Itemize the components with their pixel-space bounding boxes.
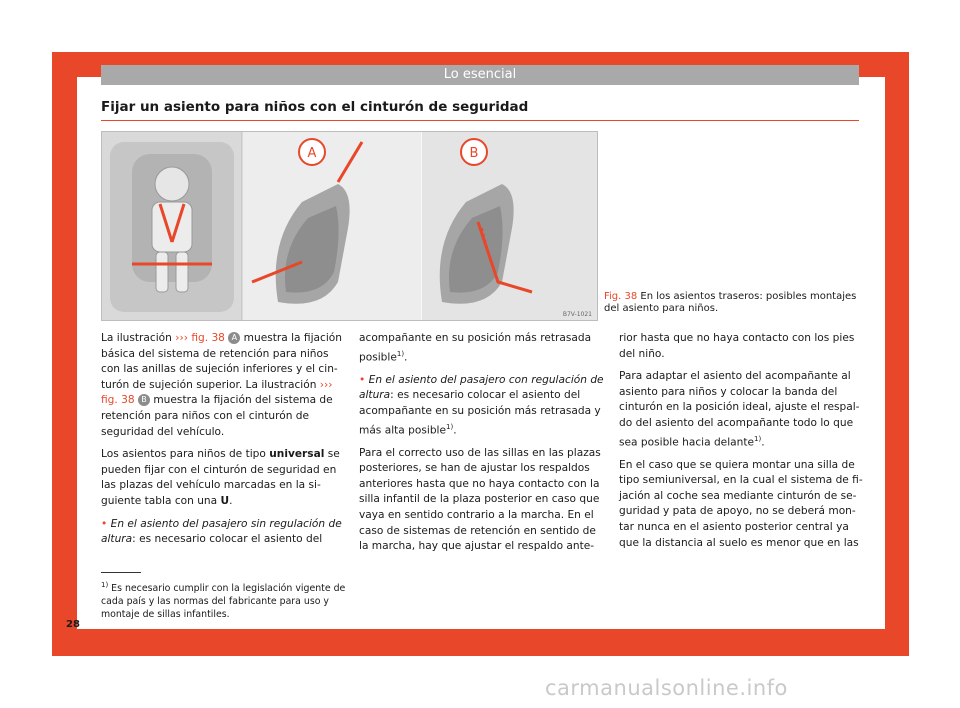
page-number: 28	[66, 619, 80, 630]
footnote-mark: 1)	[446, 422, 454, 431]
figure-label-b: B	[469, 146, 479, 161]
text-run: .	[761, 436, 765, 449]
text-run: .	[453, 424, 457, 437]
child-leg-left	[156, 252, 168, 292]
title-divider	[101, 120, 859, 121]
footnote-text: Es necesario cumplir con la legislación vigente de cada país y las normas del fabricante para uso y montaje de sillas infantiles.	[101, 583, 346, 621]
watermark: carmanualsonline.info	[545, 676, 788, 700]
marker-b: B	[138, 394, 150, 406]
footnote-mark: 1)	[101, 581, 109, 589]
text-run: Los asientos para niños de tipo	[101, 448, 270, 461]
paragraph: rior hasta que no haya contacto con los pies del niño.	[619, 332, 855, 360]
figure-link[interactable]: fig. 38	[101, 394, 135, 407]
figure-code: B7V-1021	[562, 311, 592, 318]
bullet-icon: •	[101, 517, 108, 530]
figure-caption	[604, 291, 859, 315]
footnote-mark: 1)	[754, 434, 762, 443]
figure-link[interactable]: fig. 38	[191, 332, 225, 344]
text-run: .	[404, 351, 408, 364]
cross-ref-arrows: ›››	[319, 378, 333, 391]
text-run: se pueden fijar con el cinturón de seguridad en las plazas del vehículo marcadas en la si- guiente tabla con una	[101, 448, 340, 507]
footnote-mark: 1)	[396, 349, 405, 358]
footnote-divider	[101, 572, 141, 573]
page-title: Fijar un asiento para niños con el cinturón de seguridad	[101, 99, 529, 115]
cross-ref-arrows: ›››	[175, 332, 188, 344]
child-leg-right	[176, 252, 188, 292]
bold-term: universal	[269, 448, 325, 461]
text-run: muestra la fijación básica del sistema de retención para niños con las anillas de sujeción inferiores y el cin- turón de sujeción superior. La ilustración	[101, 332, 342, 391]
text-run: La ilustración	[101, 332, 176, 344]
child-seat-illustration	[102, 132, 598, 321]
paragraph	[359, 331, 605, 366]
text-column-2	[359, 331, 605, 562]
text-column-1	[101, 331, 347, 555]
text-run: .	[229, 494, 233, 507]
bullet-item	[359, 373, 605, 439]
caption-figure-ref: Fig. 38	[604, 291, 638, 302]
text-run: Para adaptar el asiento del acompañante al asiento para niños y colocar la banda del cinturón en la posición ideal, ajuste el respal- do del asiento del acompañante todo lo que sea posible hacia delante	[619, 370, 860, 449]
section-header: Lo esencial	[101, 65, 859, 85]
marker-a: A	[228, 332, 240, 344]
italic-term: En el asiento del pasajero con regulación de altura	[359, 373, 604, 402]
text-run: acompañante en su posición más retrasada posible	[359, 332, 592, 364]
text-column-3	[619, 331, 865, 558]
caption-text: En los asientos traseros: posibles montajes del asiento para niños.	[604, 291, 857, 314]
bullet-item	[101, 517, 347, 548]
text-run: : es necesario colocar el asiento del acompañante en su posición más retrasada y más alta posible	[359, 389, 601, 437]
text-run: muestra la fijación del sistema de retención para niños con el cinturón de seguridad del vehículo.	[101, 394, 333, 438]
paragraph: Para el correcto uso de las sillas en las plazas posteriores, se han de ajustar los respaldos anteriores hasta que no haya contacto con la silla infantil de la plaza posterior en caso que vaya en sentido contrario a la marcha. En el caso de sistemas de retención en sentido de la marcha, hay que ajustar el respaldo ante-	[359, 446, 601, 553]
bold-term: U	[220, 494, 230, 507]
paragraph	[101, 447, 347, 509]
child-head-icon	[155, 167, 189, 201]
figure-illustration	[101, 131, 598, 321]
italic-term: En el asiento del pasajero sin regulación de altura	[101, 517, 342, 546]
bullet-icon: •	[359, 373, 366, 386]
paragraph	[101, 331, 347, 440]
text-run: : es necesario colocar el asiento del	[132, 533, 323, 546]
paragraph: En el caso que se quiera montar una silla de tipo semiuniversal, en la cual el sistema de fi- jación al coche sea mediante cinturón de se- guridad y pata de apoyo, no se deberá mon- tar nunca en el asiento posterior central ya que la distancia al suelo es menor que en las	[619, 458, 863, 549]
paragraph	[619, 369, 865, 451]
figure-label-a: A	[307, 146, 317, 161]
footnote	[101, 579, 347, 621]
child-body-icon	[152, 202, 192, 252]
